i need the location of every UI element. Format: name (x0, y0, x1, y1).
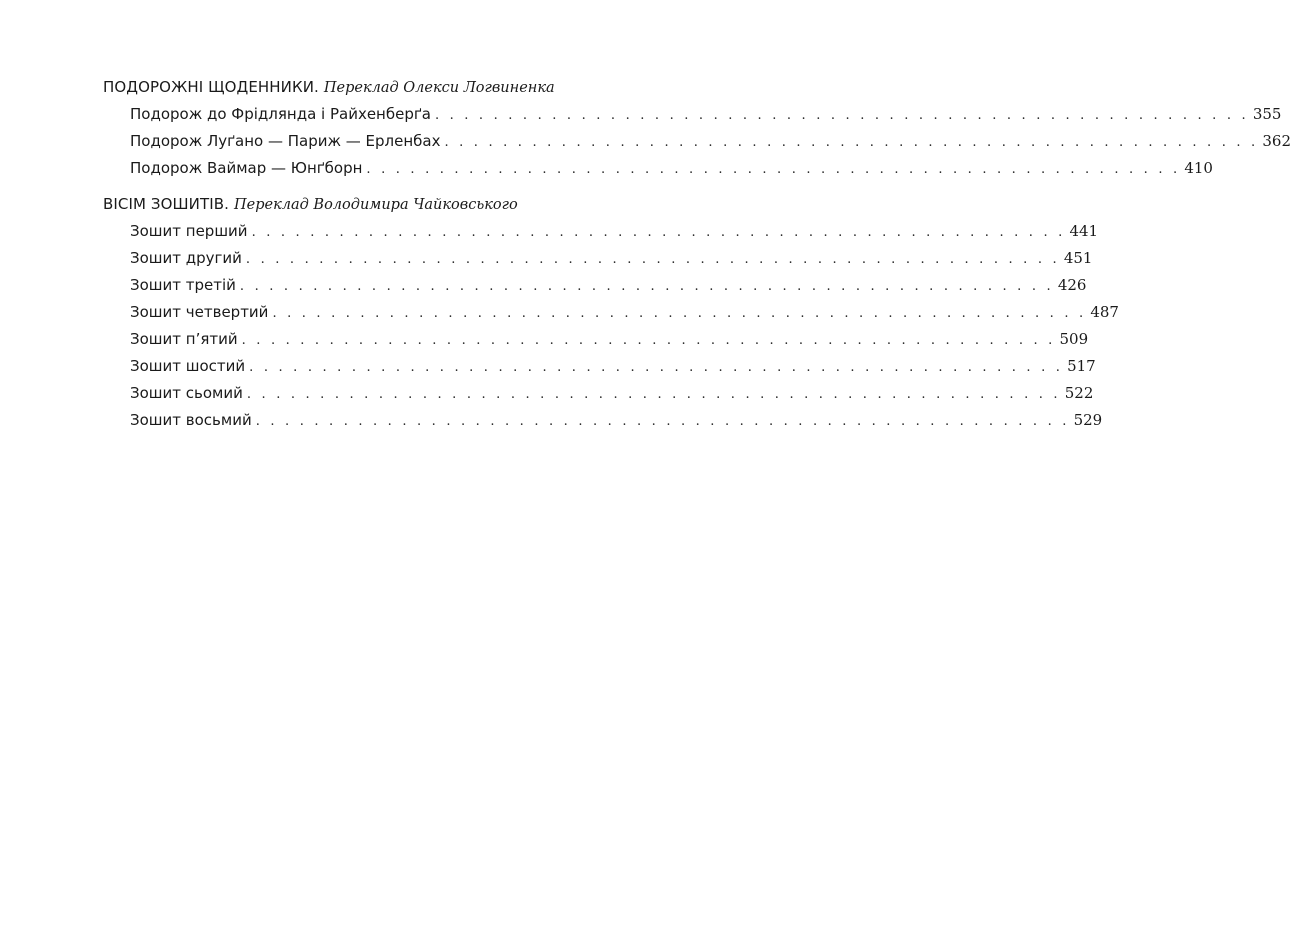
toc-entry-page: 529 (1073, 411, 1103, 429)
toc-entry-page: 522 (1064, 384, 1094, 402)
toc-entry-label: Зошит третій (130, 276, 236, 294)
dot-leader: . . . . . . . . . . . . . . . . . . . . . . . . . . . . . . . . . . . . . . . . . . . . . . . . . . . . . . . . (434, 108, 1249, 123)
toc-entry-label: Зошит четвертий (130, 303, 269, 321)
section-translator: Переклад Володимира Чайковського (234, 197, 518, 213)
dot-leader: . . . . . . . . . . . . . . . . . . . . . . . . . . . . . . . . . . . . . . . . . . . . . . . . . . . . . . . . (255, 414, 1070, 429)
dot-leader: . . . . . . . . . . . . . . . . . . . . . . . . . . . . . . . . . . . . . . . . . . . . . . . . . . . . . . . . (272, 306, 1087, 321)
section-heading-travel-diaries (103, 77, 555, 98)
section-heading-eight-notebooks (103, 194, 543, 215)
toc-entry-page: 517 (1067, 357, 1096, 375)
toc-entry[interactable] (130, 221, 1099, 243)
section-translator: Переклад Олекси Логвиненка (323, 80, 555, 96)
toc-entry[interactable] (130, 158, 1213, 180)
dot-leader: . . . . . . . . . . . . . . . . . . . . . . . . . . . . . . . . . . . . . . . . . . . . . . . . . . . . . . . . (241, 333, 1056, 348)
section-title: ВІСІМ ЗОШИТІВ. (103, 195, 230, 213)
toc-entry-page: 426 (1057, 276, 1087, 294)
toc-entry-label: Зошит п’ятий (130, 330, 238, 348)
dot-leader: . . . . . . . . . . . . . . . . . . . . . . . . . . . . . . . . . . . . . . . . . . . . . . . . . . . . . . . . (444, 135, 1259, 150)
toc-entry-page: 509 (1059, 330, 1089, 348)
dot-leader: . . . . . . . . . . . . . . . . . . . . . . . . . . . . . . . . . . . . . . . . . . . . . . . . . . . . . . . . (366, 162, 1181, 177)
toc-entry-page: 410 (1184, 159, 1213, 177)
dot-leader: . . . . . . . . . . . . . . . . . . . . . . . . . . . . . . . . . . . . . . . . . . . . . . . . . . . . . . . . (246, 387, 1061, 402)
toc-entry[interactable] (130, 356, 1096, 378)
section-title: ПОДОРОЖНІ ЩОДЕННИКИ. (103, 78, 319, 96)
toc-entry-label: Подорож до Фрідлянда і Райхенберґа (130, 105, 431, 123)
toc-entry-label: Зошит восьмий (130, 411, 252, 429)
toc-entry-page: 355 (1252, 105, 1282, 123)
dot-leader: . . . . . . . . . . . . . . . . . . . . . . . . . . . . . . . . . . . . . . . . . . . . . . . . . . . . . . . . (245, 252, 1060, 267)
dot-leader: . . . . . . . . . . . . . . . . . . . . . . . . . . . . . . . . . . . . . . . . . . . . . . . . . . . . . . . . (239, 279, 1054, 294)
toc-entry[interactable] (130, 104, 1282, 126)
toc-entry-label: Зошит шостий (130, 357, 246, 375)
toc-entry-label: Подорож Луґано — Париж — Ерленбах (130, 132, 441, 150)
toc-entry-page: 451 (1063, 249, 1093, 267)
toc-entry-label: Подорож Ваймар — Юнґборн (130, 159, 363, 177)
toc-entry[interactable] (130, 383, 1094, 405)
toc-entry[interactable] (130, 329, 1089, 351)
toc-entry[interactable] (130, 248, 1093, 270)
toc-entry-label: Зошит перший (130, 222, 248, 240)
dot-leader: . . . . . . . . . . . . . . . . . . . . . . . . . . . . . . . . . . . . . . . . . . . . . . . . . . . . . . . . (251, 225, 1066, 240)
toc-entry-page: 441 (1069, 222, 1099, 240)
toc-entry[interactable] (130, 410, 1103, 432)
toc-entry-label: Зошит другий (130, 249, 242, 267)
toc-entry-page: 487 (1090, 303, 1119, 321)
toc-entry[interactable] (130, 131, 1291, 153)
toc-entry[interactable] (130, 302, 1119, 324)
toc-entry[interactable] (130, 275, 1087, 297)
toc-entry-label: Зошит сьомий (130, 384, 243, 402)
dot-leader: . . . . . . . . . . . . . . . . . . . . . . . . . . . . . . . . . . . . . . . . . . . . . . . . . . . . . . . . (249, 360, 1064, 375)
toc-entry-page: 362 (1262, 132, 1291, 150)
